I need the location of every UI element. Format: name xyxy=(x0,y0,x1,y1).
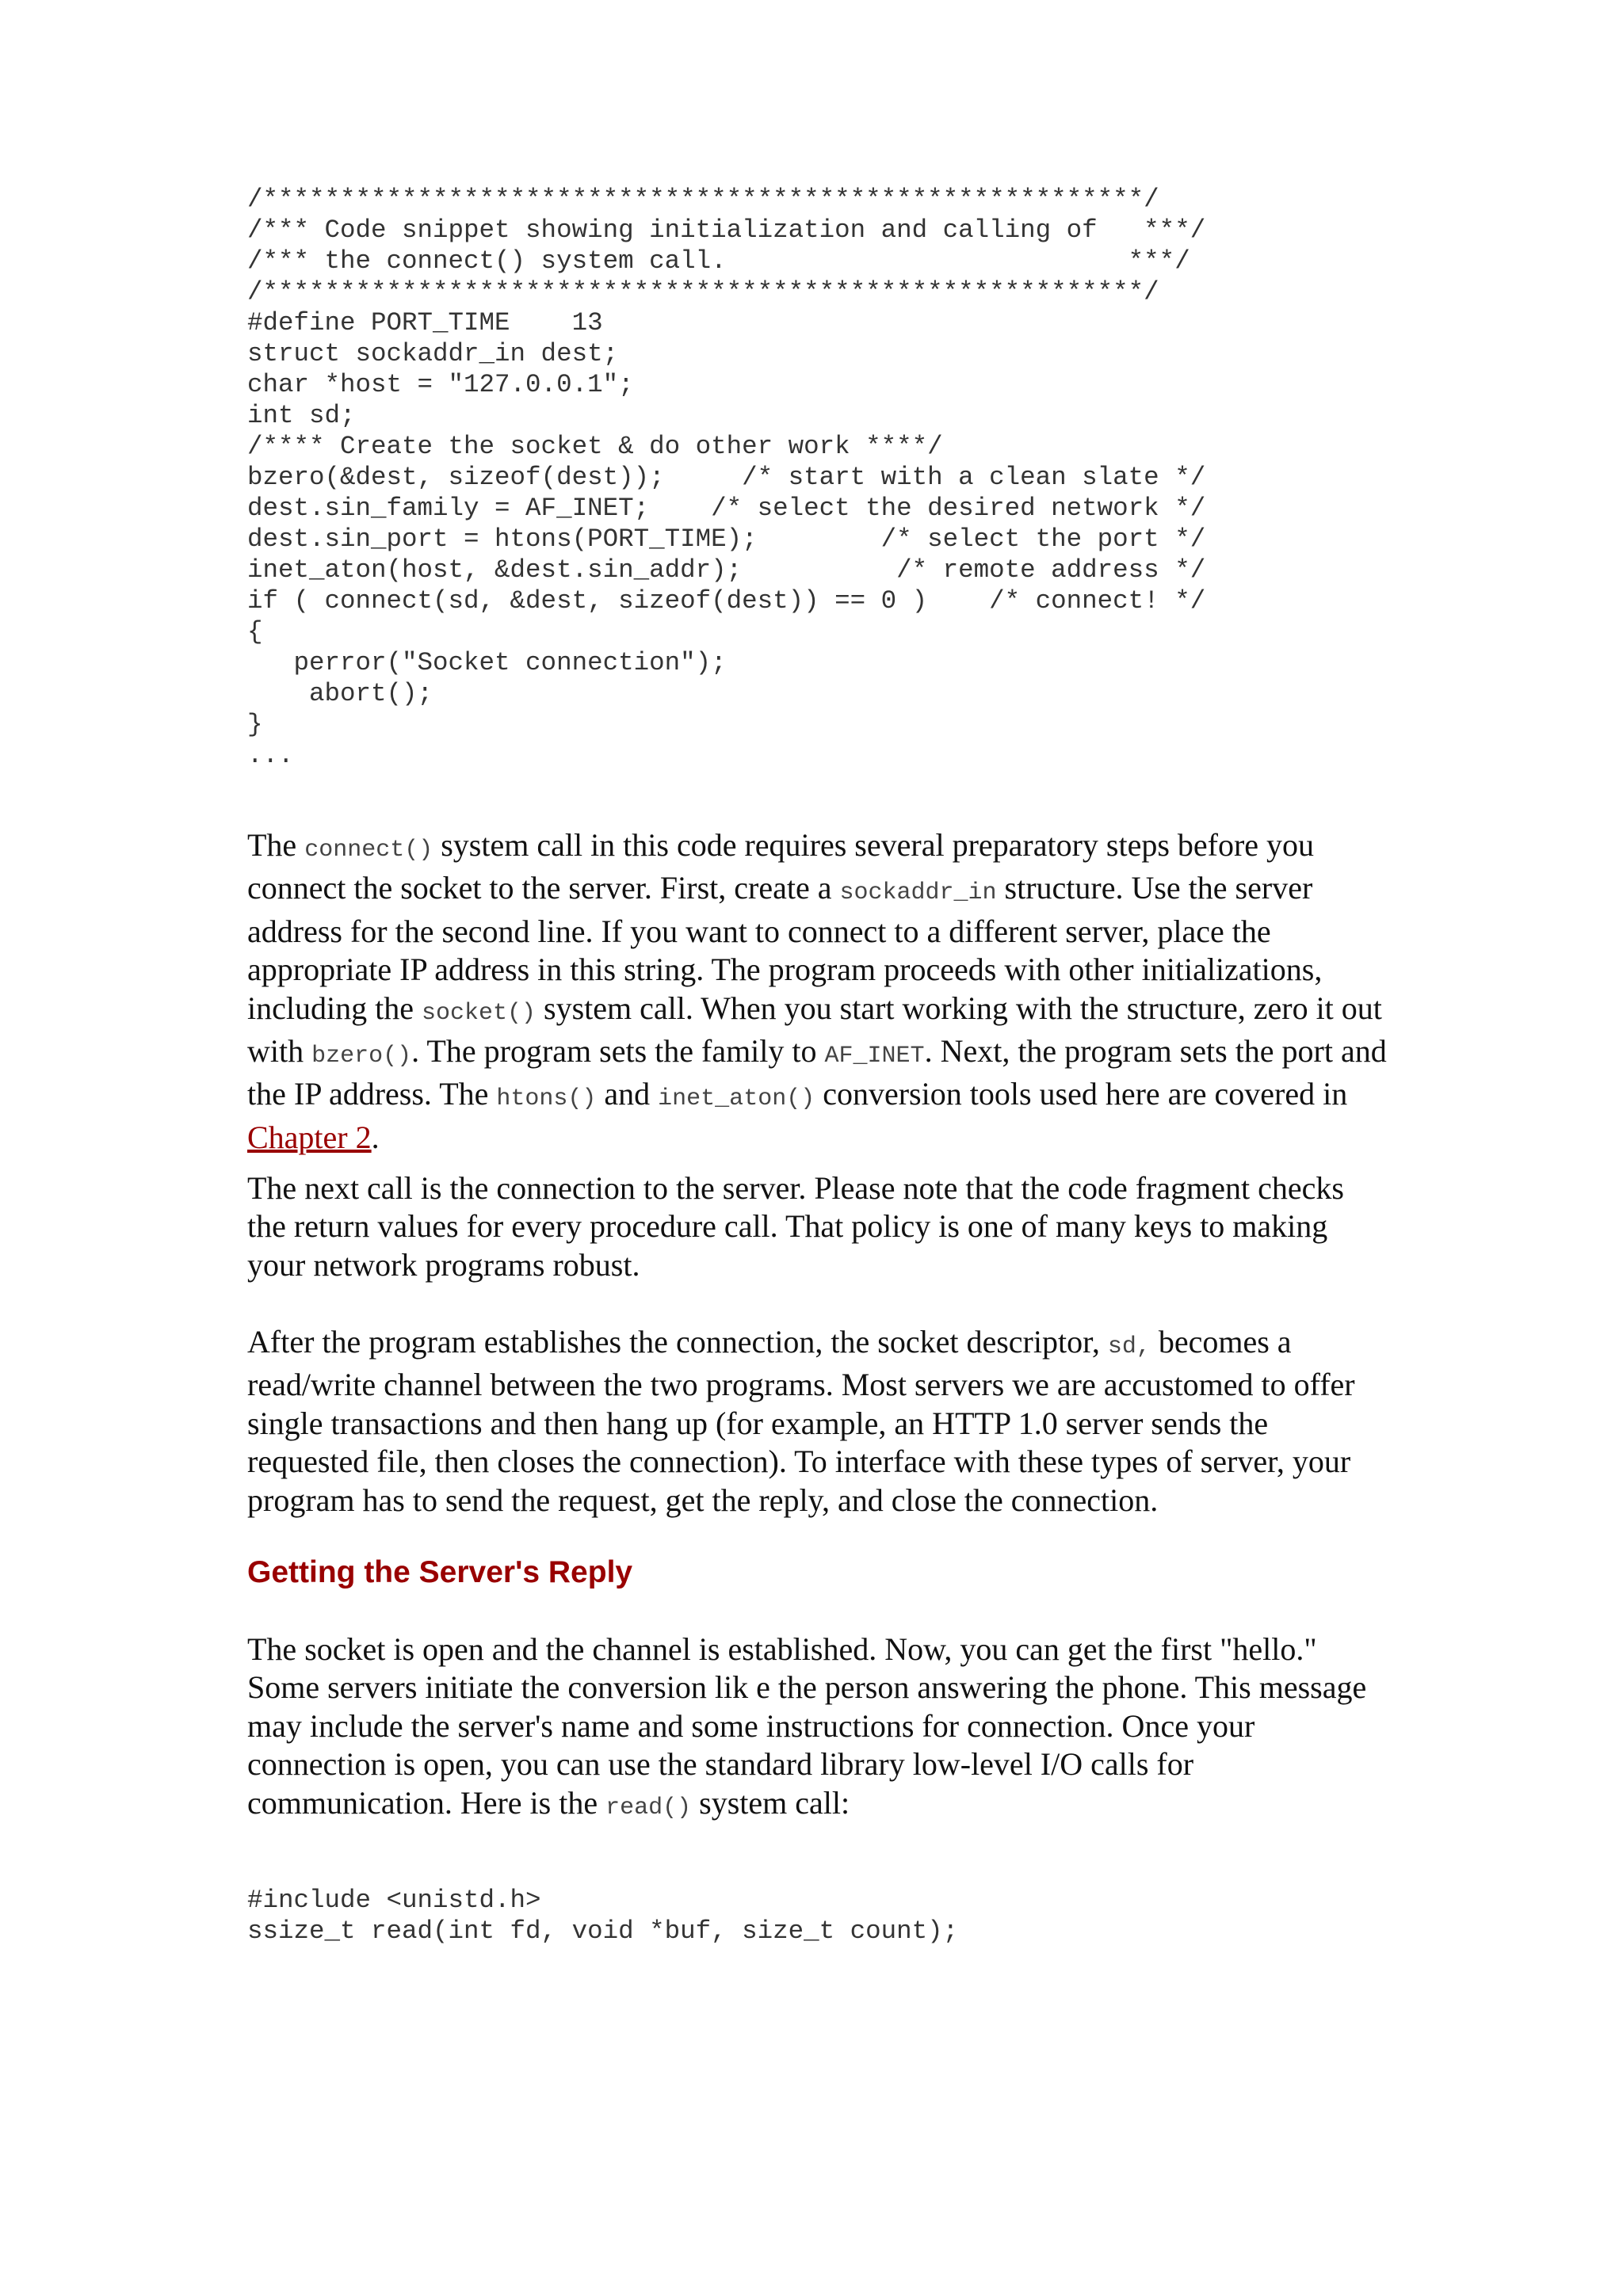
inline-code: AF_INET xyxy=(824,1043,925,1070)
code-line: dest.sin_family = AF_INET; /* select the desired network */ xyxy=(247,494,1206,523)
code-line: struct sockaddr_in dest; xyxy=(247,339,619,368)
code-block-connect xyxy=(247,184,1205,771)
chapter-2-link[interactable]: Chapter 2 xyxy=(247,1119,372,1155)
paragraph-read-intro: The socket is open and the channel is established. Now, you can get the first "hello." Some servers initiate the conversion lik e the person answering the phone. This message may include the server's name and some instructions for connection. Once your connection is open, you can use the standard library low-level I/O calls for communication. Here is the read() system call: xyxy=(247,1631,1367,1821)
inline-code: sd, xyxy=(1107,1333,1151,1360)
code-line: #include <unistd.h> xyxy=(247,1886,541,1915)
inline-code: bzero() xyxy=(311,1043,412,1070)
code-line: abort(); xyxy=(247,679,433,708)
paragraph-return-values: The next call is the connection to the server. Please note that the code fragment checks the return values for every procedure call. That policy is one of many keys to making your network programs robust. xyxy=(247,1170,1344,1283)
code-line: dest.sin_port = htons(PORT_TIME); /* select the port */ xyxy=(247,524,1206,554)
code-line: bzero(&dest, sizeof(dest)); /* start with a clean slate */ xyxy=(247,463,1206,492)
code-line: int sd; xyxy=(247,401,356,430)
inline-code: read() xyxy=(605,1794,692,1821)
paragraph-socket-descriptor: After the program establishes the connection, the socket descriptor, sd, becomes a read/write channel between the two programs. Most servers we are accustomed to offer single transactions and then hang up (for example, an HTTP 1.0 server sends the requested file, then closes the connection). To interface with these types of server, your program has to send the request, get the reply, and close the connection. xyxy=(247,1324,1355,1518)
code-line: ... xyxy=(247,741,294,770)
code-line: /*** Code snippet showing initialization and calling of ***/ xyxy=(247,215,1206,245)
inline-code: socket() xyxy=(421,999,536,1027)
paragraph-connect-explanation: The connect() system call in this code requires several preparatory steps before you connect the socket to the server. First, create a sockaddr_in structure. Use the server address for the second line. If you want to connect to a different server, place the appropriate IP address in this string. The program proceeds with other initializations, including the socket() system call. When you start working with the structure, zero it out with bzero(). The program sets the family to AF_INET. Next, the program sets the port and the IP address. The htons() and inet_aton() conversion tools used here are covered in Chapter 2. xyxy=(247,827,1387,1155)
code-line: ssize_t read(int fd, void *buf, size_t count); xyxy=(247,1917,959,1946)
code-line: /*********************************************************/ xyxy=(247,277,1159,307)
code-line: #define PORT_TIME 13 xyxy=(247,308,603,338)
inline-code: htons() xyxy=(496,1085,597,1113)
code-line: inet_aton(host, &dest.sin_addr); /* remote address */ xyxy=(247,555,1206,585)
code-block-read xyxy=(247,1885,958,1947)
code-line: /**** Create the socket & do other work ****/ xyxy=(247,432,943,461)
code-line: /*** the connect() system call. ***/ xyxy=(247,246,1190,276)
code-line: perror("Socket connection"); xyxy=(247,648,727,677)
code-line: { xyxy=(247,617,263,646)
inline-code: inet_aton() xyxy=(658,1085,815,1113)
inline-code: connect() xyxy=(304,837,433,864)
code-line: } xyxy=(247,710,263,739)
code-line: /*********************************************************/ xyxy=(247,185,1159,214)
code-line: char *host = "127.0.0.1"; xyxy=(247,370,634,399)
inline-code: sockaddr_in xyxy=(839,879,997,907)
section-heading: Getting the Server's Reply xyxy=(247,1555,633,1589)
code-line: if ( connect(sd, &dest, sizeof(dest)) == 0 ) /* connect! */ xyxy=(247,586,1206,616)
